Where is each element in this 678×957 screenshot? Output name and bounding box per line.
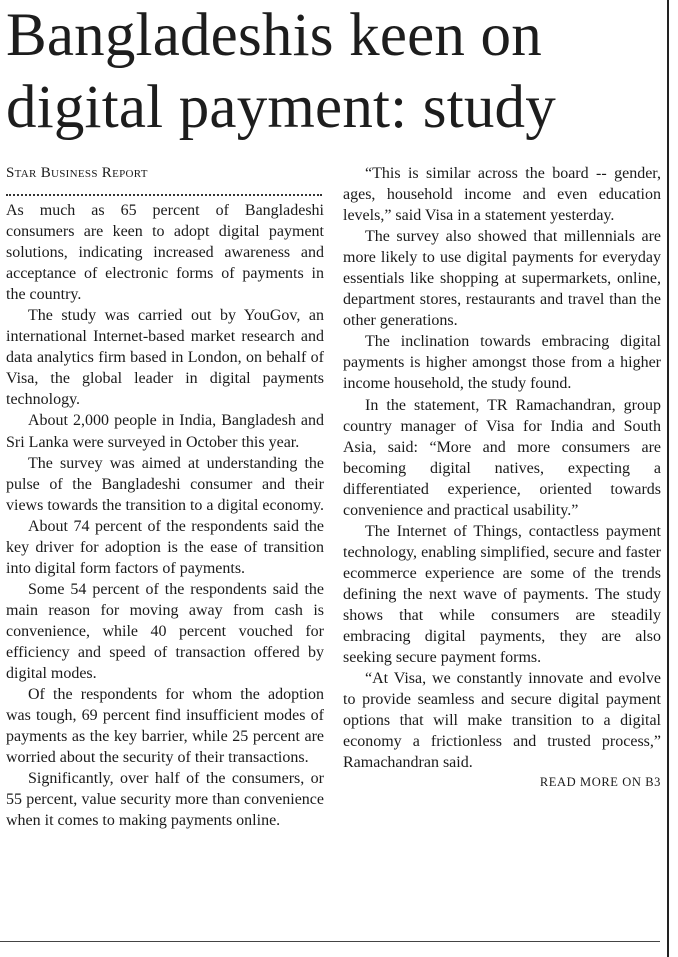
headline: Bangladeshis keen on digital payment: study [6, 2, 556, 141]
paragraph-right-2: The survey also showed that millennials are more likely to use digital payments for everyday essentials like shopping at supermarkets, online, department stores, restaurants and travel than the other generations. [343, 228, 661, 330]
bottom-divider [0, 941, 660, 942]
article-column-right [343, 163, 661, 790]
paragraph-left-6: Some 54 percent of the respondents said the main reason for moving away from cash is convenience, while 40 percent vouched for efficiency and speed of transaction offered by digital modes. [6, 580, 324, 683]
paragraph-right-1: “This is similar across the board -- gender, ages, household income and even education levels,” said Visa in a statement yesterday. [343, 165, 661, 225]
paragraph-left-3: About 2,000 people in India, Bangladesh and Sri Lanka were surveyed in October this year. [6, 412, 324, 451]
paragraph-right-5: The Internet of Things, contactless payment technology, enabling simplified, secure and faster ecommerce experience are some of the trends defining the next wave of payments. The study shows that while consumers are steadily embracing digital payments, they are also seeking secure payment forms. [343, 522, 661, 667]
paragraph-right-3: The inclination towards embracing digital payments is higher amongst those from a higher income household, the study found. [343, 333, 661, 393]
paragraph-left-5: About 74 percent of the respondents said the key driver for adoption is the ease of transition into digital form factors of payments. [6, 517, 324, 577]
paragraph-left-7: Of the respondents for whom the adoption was tough, 69 percent find insufficient modes of payments as the key barrier, while 25 percent are worried about the security of their transactions. [6, 686, 324, 767]
column-rule-right [667, 0, 669, 957]
paragraph-right-6: “At Visa, we constantly innovate and evolve to provide seamless and secure digital payment options that will make transition to a digital economy a frictionless and trusted process,” Ramachandran said. [343, 670, 661, 772]
byline: Star Business Report [6, 165, 148, 181]
article-column-left [6, 163, 324, 831]
paragraph-right-4: In the statement, TR Ramachandran, group country manager of Visa for India and South Asia, said: “More and more consumers are becoming digital natives, expecting a differentiated experience, oriented towards convenience and practical usability.” [343, 396, 661, 519]
paragraph-left-4: The survey was aimed at understanding the pulse of the Bangladeshi consumer and their views towards the transition to a digital economy. [6, 454, 325, 514]
paragraph-left-2: The study was carried out by YouGov, an international Internet-based market research and data analytics firm based in London, on behalf of Visa, the global leader in digital payments technology. [6, 307, 324, 409]
byline-dotted-divider [6, 194, 322, 196]
paragraph-left-1: As much as 65 percent of Bangladeshi consumers are keen to adopt digital payment solutions, indicating increased awareness and acceptance of electronic forms of payments in the country. [6, 202, 324, 304]
paragraph-left-8: Significantly, over half of the consumers, or 55 percent, value security more than convenience when it comes to making payments online. [6, 770, 324, 830]
read-more-link[interactable]: READ MORE ON B3 [539, 775, 661, 790]
